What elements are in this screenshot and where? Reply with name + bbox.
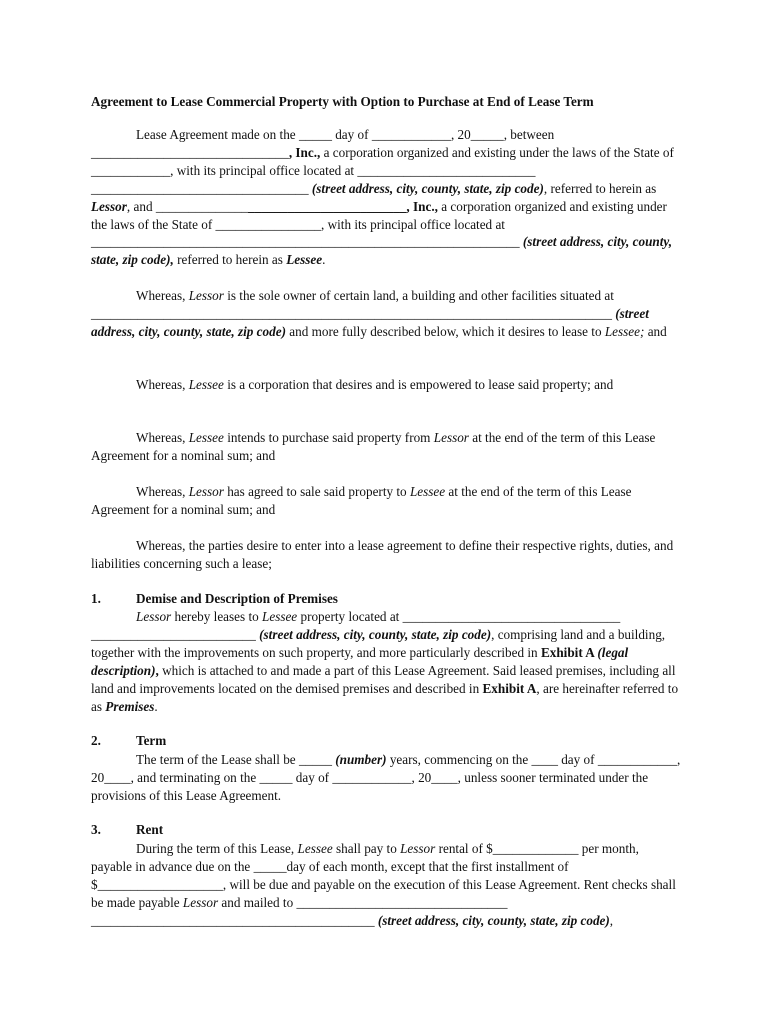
section-number: 3. — [91, 822, 101, 837]
section-number: 2. — [91, 733, 101, 748]
text-run: (street address, city, county, state, zip code) — [259, 626, 492, 642]
text-run: years, commencing on the ____ day of ____________, 20____, and terminating on the _____ day of ____________, 20____, unless sooner terminated under the provisions of this Lease Agreement. — [91, 752, 681, 803]
text-run: Lessor — [91, 198, 127, 214]
text-run: intends to purchase said property from — [223, 430, 434, 445]
section-1-heading — [91, 591, 338, 607]
text-run: Lessor — [188, 288, 224, 303]
text-run: Lessor — [182, 894, 219, 910]
text-run: and mailed to ________________________________ ___________________________________________ — [91, 894, 508, 928]
text-run: . — [154, 698, 158, 714]
text-run: rental of $_____________ per month, payable in advance due on the _____day of each month, except that the first installment of $___________________, will be due and payable on the execution of this Lease Agreement. Rent checks shall be made payable — [91, 841, 676, 910]
text-run: Whereas, the parties desire to enter into a lease agreement to define their respective rights, duties, and liabilities concerning such a lease; — [91, 538, 674, 571]
section-2-body — [91, 751, 683, 805]
text-run: (number) — [335, 752, 387, 767]
text-run: , referred to herein as — [543, 180, 657, 196]
text-run: (street address, city, county, state, zip code) — [91, 305, 649, 339]
section-3-body — [91, 840, 683, 930]
text-run: at the end of the term of this Lease Agreement for a nominal sum; and — [91, 430, 656, 463]
text-run: (legal description) — [91, 644, 629, 678]
text-run: (street address, city, county, state, zip code) — [311, 180, 544, 196]
whereas-paragraph-4 — [91, 483, 683, 519]
text-run: Lessee — [286, 252, 323, 268]
text-run: Lessee — [188, 430, 224, 445]
section-number: 1. — [91, 591, 101, 606]
text-run: Lessee — [262, 609, 298, 624]
text-run: has agreed to sale said property to — [223, 484, 410, 499]
text-run: (street address, city, county, state, zip code), — [91, 234, 673, 268]
text-run: property located at _________________________________ _________________________ — [91, 609, 621, 642]
section-title: Demise and Description of Premises — [136, 591, 338, 606]
text-run: Lessor — [136, 609, 172, 624]
text-run: Lessee — [297, 841, 333, 856]
text-run: is a corporation that desires and is empowered to lease said property; and — [223, 377, 614, 392]
section-1-body — [91, 608, 683, 715]
text-run: at the end of the term of this Lease Agreement for a nominal sum; and — [91, 484, 632, 517]
text-run: , Inc., — [288, 144, 321, 160]
section-3-heading — [91, 822, 163, 838]
whereas-paragraph-1 — [91, 287, 683, 341]
text-run: Lessor — [433, 430, 469, 445]
text-run: , comprising land and a building, together with the improvements on such property, and more particularly described in — [91, 626, 666, 660]
text-run: Premises — [105, 698, 155, 714]
text-run: Exhibit A — [540, 644, 598, 660]
text-run: is the sole owner of certain land, a building and other facilities situated at _______________________________________________________________________________ — [91, 288, 616, 321]
section-2-heading — [91, 733, 166, 749]
text-run: a corporation organized and existing under the laws of the State of ____________, with its principal office located at ___________________________ _________________________________ — [91, 144, 674, 196]
text-run: a corporation organized and existing under the laws of the State of ________________, with its principal office located at _________________________________________________________________ — [91, 198, 667, 250]
text-run: Lessor — [400, 841, 436, 856]
text-run: ________________________, Inc., — [248, 198, 438, 214]
text-run: Whereas, — [136, 377, 189, 392]
text-run: Exhibit A — [482, 680, 537, 696]
text-run: , — [155, 662, 159, 678]
text-run: and more fully described below, which it desires to lease to — [285, 323, 605, 339]
text-run: Lessee — [188, 377, 224, 392]
text-run: Whereas, — [136, 484, 189, 499]
text-run: (street address, city, county, state, zip code) — [377, 912, 610, 928]
text-run: . — [322, 252, 326, 268]
text-run: and — [644, 323, 667, 339]
text-run: , — [609, 912, 614, 928]
text-run: , and ______________ — [126, 198, 249, 214]
text-run: During the term of this Lease, — [136, 841, 298, 856]
whereas-paragraph-5 — [91, 537, 683, 573]
section-title: Rent — [136, 822, 164, 837]
text-run: Whereas, — [136, 288, 189, 303]
text-run: which is attached to and made a part of this Lease Agreement. Said leased premises, including all land and improvements located on the demised premises and described in — [91, 662, 676, 696]
section-title: Term — [136, 733, 167, 748]
intro-paragraph — [91, 126, 683, 269]
text-run: Lessor — [188, 484, 224, 499]
text-run: The term of the Lease shall be _____ — [136, 752, 336, 767]
text-run: Lease Agreement made on the _____ day of ____________, 20_____, between ______________________________ — [91, 127, 555, 160]
text-run: referred to herein as — [173, 252, 287, 268]
document-title: Agreement to Lease Commercial Property with Option to Purchase at End of Lease Term — [91, 94, 594, 109]
text-run: Lessee — [409, 484, 446, 499]
text-run: Whereas, — [136, 430, 189, 445]
text-run: , are hereinafter referred to as — [91, 680, 679, 714]
whereas-paragraph-3 — [91, 429, 683, 465]
whereas-paragraph-2 — [91, 376, 683, 394]
text-run: shall pay to — [332, 841, 401, 856]
text-run: hereby leases to — [171, 609, 262, 624]
text-run: Lessee; — [604, 323, 645, 339]
